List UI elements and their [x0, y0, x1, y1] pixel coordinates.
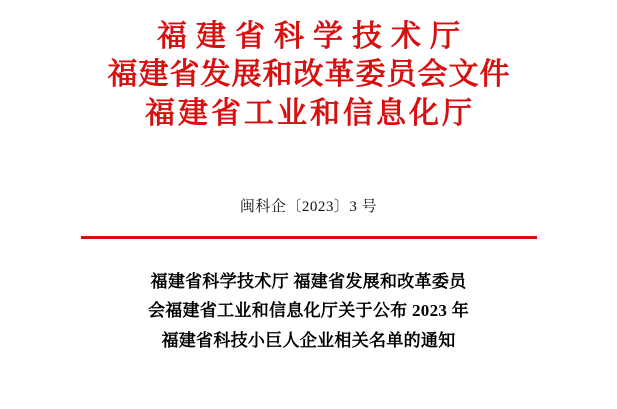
document-title-line-1: 福建省科学技术厅 福建省发展和改革委员: [150, 271, 467, 291]
masthead-line-3: 福建省工业和信息化厅: [145, 96, 475, 130]
document-title-line-3: 福建省科技小巨人企业相关名单的通知: [161, 331, 456, 351]
document-number: 闽科企〔2023〕3 号: [239, 199, 378, 216]
document-masthead: [0, 0, 617, 133]
masthead-line-2: 福建省发展和改革委员会文件: [107, 58, 511, 92]
red-divider-rule: [81, 236, 537, 239]
document-title: [94, 267, 524, 356]
document-title-line-2: 会福建省工业和信息化厅关于公布 2023 年: [147, 301, 470, 321]
masthead-line-1: 福建省科学技术厅: [157, 20, 469, 53]
